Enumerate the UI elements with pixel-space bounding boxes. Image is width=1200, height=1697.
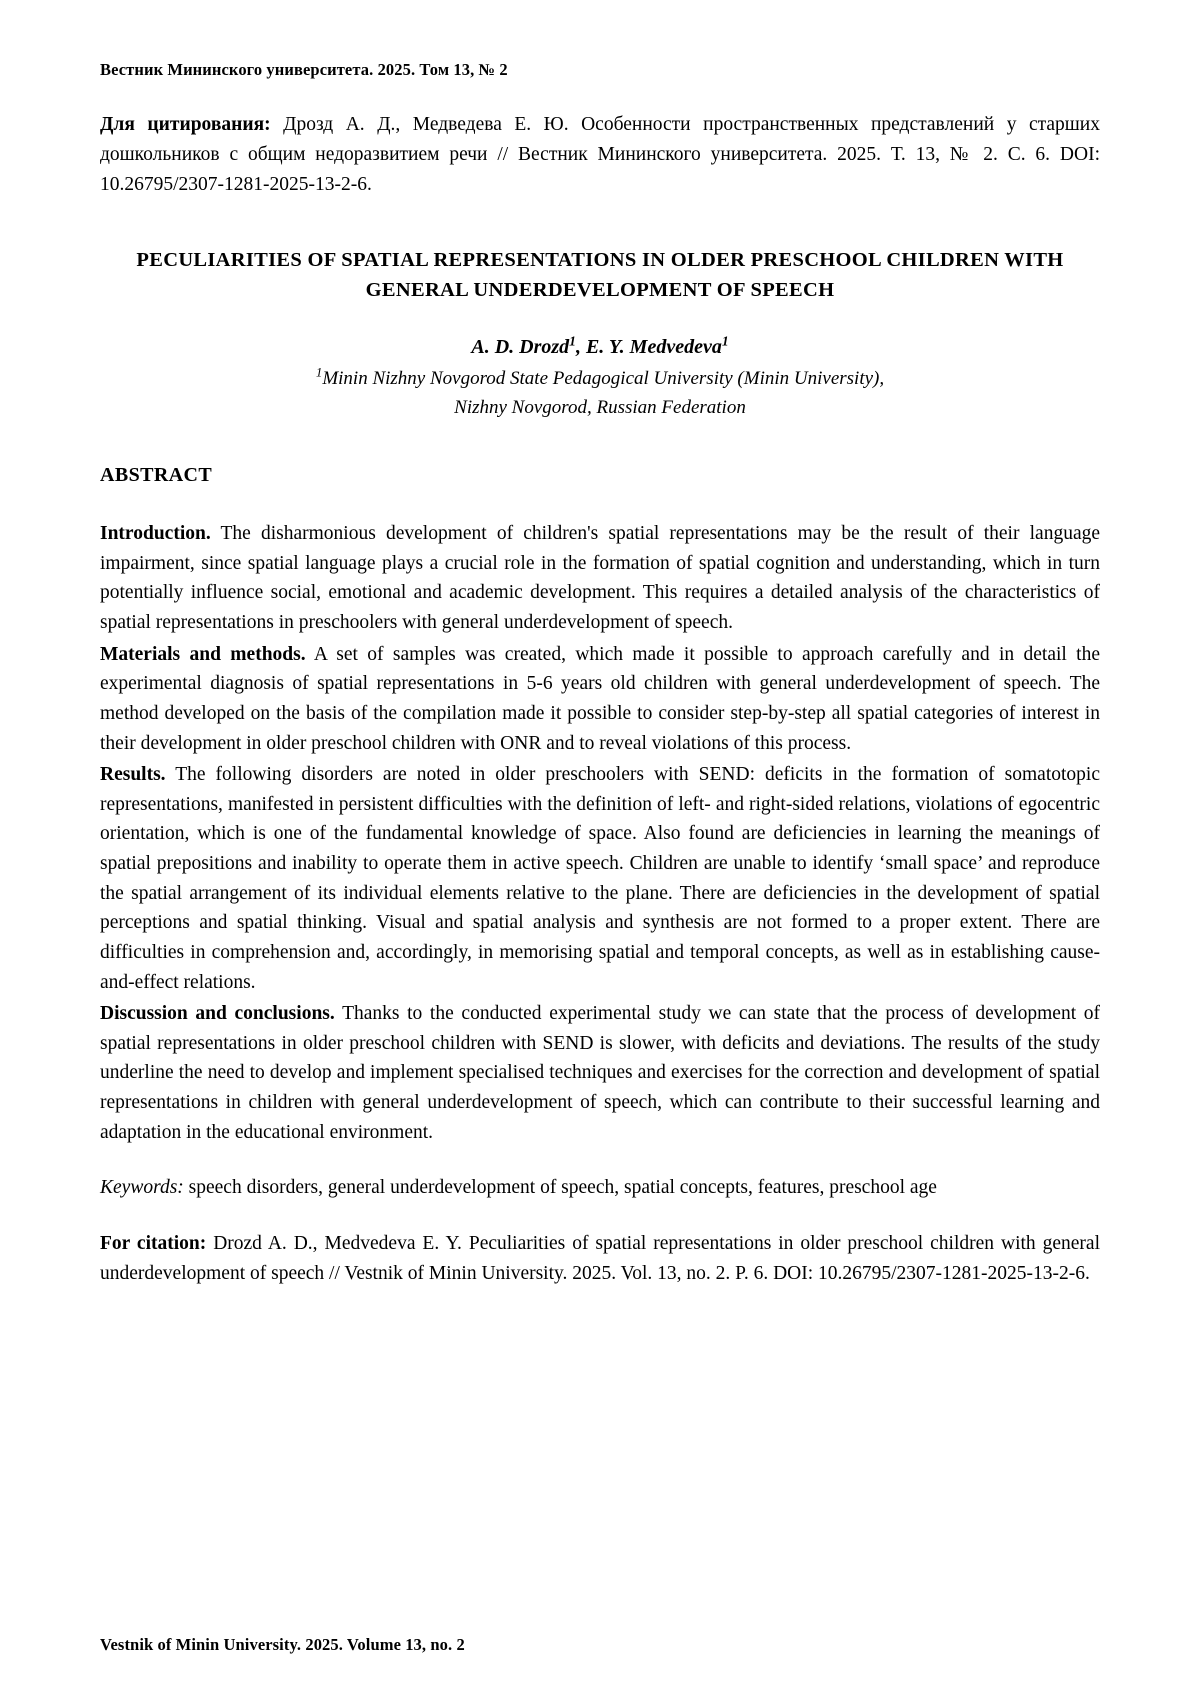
affiliation-line-1: Minin Nizhny Novgorod State Pedagogical University (Minin University), [322, 368, 885, 390]
author-separator: , E. Y. Medvedeva [575, 336, 722, 359]
abstract-materials-label: Materials and methods. [100, 643, 306, 665]
abstract-materials-text: A set of samples was created, which made it possible to approach carefully and in detail the experimental diagnosis of spatial representations in 5-6 years old children with general underdevelopment of speech. The method developed on the basis of the compilation made it possible to consider step-by-step all spatial categories of interest in their development in older preschool children with ONR and to reveal violations of this process. [100, 643, 1100, 754]
abstract-introduction-text: The disharmonious development of children's spatial representations may be the result of their language impairment, since spatial language plays a crucial role in the formation of spatial cognition and understanding, which in turn potentially influence social, emotional and academic development. This requires a detailed analysis of the characteristics of spatial representations in preschoolers with general underdevelopment of speech. [100, 523, 1100, 634]
keywords-label: Keywords: [100, 1177, 184, 1199]
author-first: A. D. Drozd [471, 336, 570, 359]
affiliation [100, 365, 1100, 422]
abstract-materials [100, 640, 1100, 759]
abstract-introduction [100, 519, 1100, 638]
abstract-discussion-text: Thanks to the conducted experimental study we can state that the process of development of spatial representations in older preschool children with SEND is slower, with deficits and deviations. The results of the study underline the need to develop and implement specialised techniques and exercises for the correction and development of spatial representations in children with general underdevelopment of speech, which can contribute to their successful learning and adaptation in the educational environment. [100, 1003, 1101, 1143]
abstract-introduction-label: Introduction. [100, 523, 211, 545]
affiliation-line-2: Nizhny Novgorod, Russian Federation [454, 396, 746, 418]
page-footer: Vestnik of Minin University. 2025. Volume 13, no. 2 [100, 1635, 465, 1654]
abstract-results [100, 760, 1100, 997]
keywords-block [100, 1173, 1100, 1203]
russian-citation-block [100, 110, 1100, 201]
author-first-affiliation-marker: 1 [569, 333, 576, 349]
abstract-discussion-label: Discussion and conclusions. [100, 1003, 335, 1025]
author-second-affiliation-marker: 1 [721, 333, 729, 349]
page-title: PECULIARITIES OF SPATIAL REPRESENTATIONS IN OLDER PRESCHOOL CHILDREN WITH GENERAL UNDERDEVELOPMENT OF SPEECH [136, 248, 1064, 302]
abstract-discussion [100, 999, 1100, 1147]
affiliation-marker: 1 [315, 364, 323, 380]
author-list [100, 333, 1100, 359]
russian-citation-label: Для цитирования: [100, 114, 271, 135]
russian-citation-text: Дрозд А. Д., Медведева Е. Ю. Особенности пространственных представлений у старших дошкольников с общим недоразвитием речи // Вестник Мининского университета. 2025. Т. 13, № 2. С. 6. DOI: 10.26795/2307-1281-2025-13-2-6. [100, 114, 1100, 196]
abstract-results-label: Results. [100, 764, 166, 786]
abstract-heading: ABSTRACT [100, 464, 213, 487]
for-citation-label: For citation: [100, 1232, 207, 1254]
running-head: Вестник Мининского университета. 2025. Том 13, № 2 [100, 60, 508, 79]
abstract-results-text: The following disorders are noted in older preschoolers with SEND: deficits in the formation of somatotopic representations, manifested in persistent difficulties with the definition of left- and right-sided relations, violations of egocentric orientation, which is one of the fundamental knowledge of space. Also found are deficiencies in learning the meanings of spatial prepositions and inability to operate them in active speech. Children are unable to identify ‘small space’ and reproduce the spatial arrangement of its individual elements relative to the plane. There are deficiencies in the development of spatial perceptions and spatial thinking. Visual and spatial analysis and synthesis are not formed to a proper extent. There are difficulties in comprehension and, accordingly, in memorising spatial and temporal concepts, as well as in establishing cause-and-effect relations. [100, 764, 1100, 993]
for-citation-block [100, 1229, 1100, 1288]
keywords-text: speech disorders, general underdevelopment of speech, spatial concepts, features, preschool age [183, 1177, 937, 1199]
for-citation-text: Drozd A. D., Medvedeva E. Y. Peculiarities of spatial representations in older preschool children with general underdevelopment of speech // Vestnik of Minin University. 2025. Vol. 13, no. 2. P. 6. DOI: 10.26795/2307-1281-2025-13-2-6. [100, 1232, 1101, 1284]
